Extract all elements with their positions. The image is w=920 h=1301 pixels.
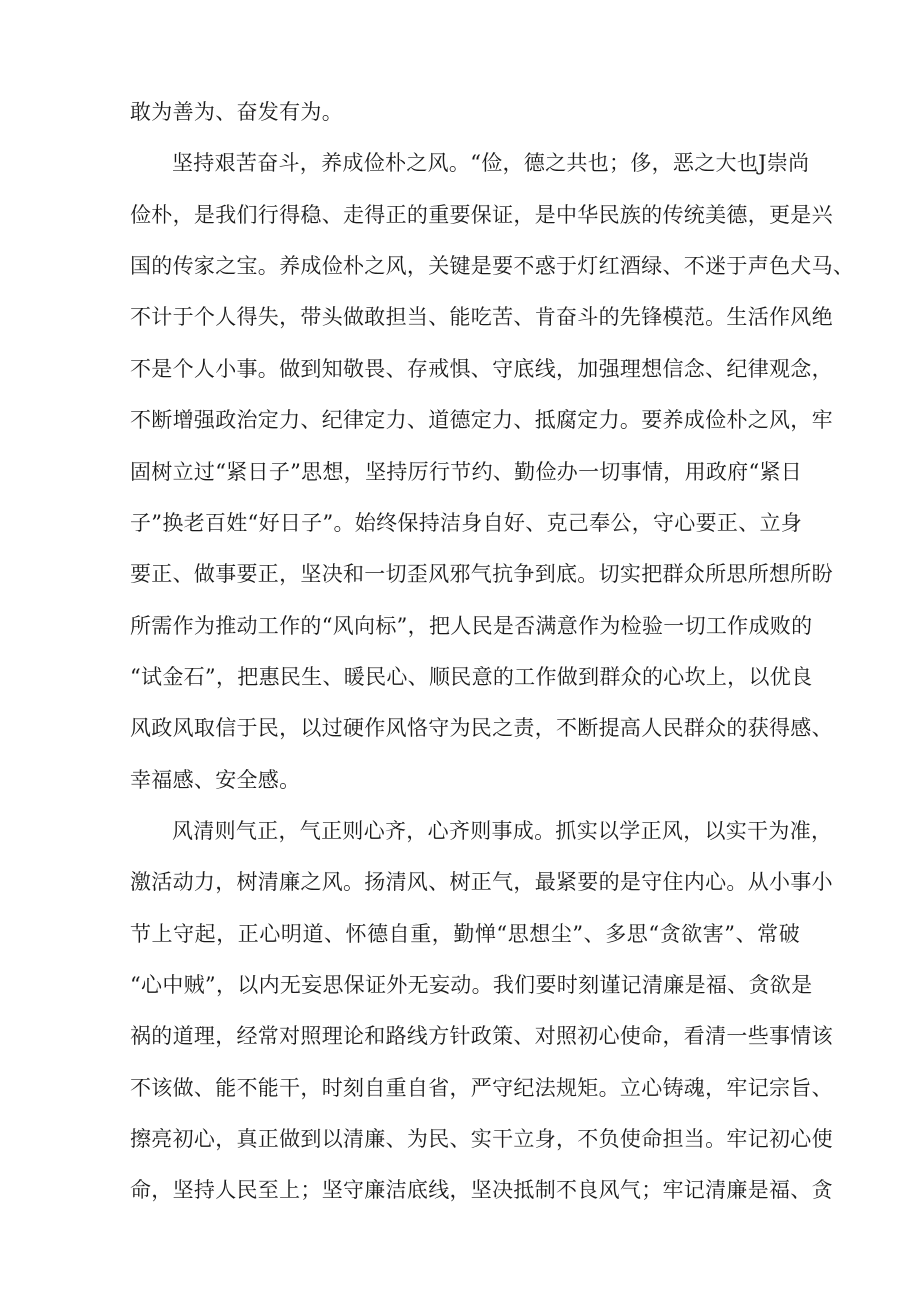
text-line: 擦亮初心，真正做到以清廉、为民、实干立身，不负使命担当。牢记初心使 [130,1127,833,1151]
text-line: 国的传家之宝。养成俭朴之风，关键是要不惑于灯红酒绿、不迷于声色犬马、 [130,254,855,278]
text-line: 激活动力，树清廉之风。扬清风、树正气，最紧要的是守住内心。从小事小 [130,870,833,894]
text-line: 幸福感、安全感。 [130,768,301,792]
text-line: “试金石”，把惠民生、暖民心、顺民意的工作做到群众的心坎上，以优良 [130,665,813,689]
text-line: 不是个人小事。做到知敬畏、存戒惧、守底线，加强理想信念、纪律观念， [130,357,833,381]
text-line: 固树立过“紧日子”思想，坚持厉行节约、勤俭办一切事情，用政府“紧日 [130,460,803,484]
text-line: 子”换老百姓“好日子”。始终保持洁身自好、克己奉公，守心要正、立身 [130,511,803,535]
text-line: 要正、做事要正，坚决和一切歪风邪气抗争到底。切实把群众所思所想所盼 [130,562,833,586]
text-line: 俭朴，是我们行得稳、走得正的重要保证，是中华民族的传统美德，更是兴 [130,203,833,227]
paragraph-start-line: 坚持艰苦奋斗，养成俭朴之风。“俭，德之共也；侈，恶之大也J崇尚 [172,151,810,175]
text-line: 不该做、能不能干，时刻自重自省，严守纪法规矩。立心铸魂，牢记宗旨、 [130,1076,833,1100]
text-line: 命，坚持人民至上；坚守廉洁底线，坚决抵制不良风气；牢记清廉是福、贪 [130,1178,833,1202]
text-line: 节上守起，正心明道、怀德自重，勤惮“思想尘”、多思“贪欲害”、常破 [130,922,800,946]
text-line: 敢为善为、奋发有为。 [130,100,343,124]
text-line: 风政风取信于民，以过硬作风恪守为民之责，不断提高人民群众的获得感、 [130,716,833,740]
paragraph-start-line: 风清则气正，气正则心齐，心齐则事成。抓实以学正风，以实干为准， [172,819,833,843]
text-line: 所需作为推动工作的“风向标”，把人民是否满意作为检验一切工作成败的 [130,614,813,638]
text-line: 不断增强政治定力、纪律定力、道德定力、抵腐定力。要养成俭朴之风，牢 [130,408,833,432]
text-line: “心中贼”，以内无妄思保证外无妄动。我们要时刻谨记清廉是福、贪欲是 [130,973,813,997]
text-line: 祸的道理，经常对照理论和路线方针政策、对照初心使命，看清一些事情该 [130,1024,833,1048]
text-line: 不计于个人得失，带头做敢担当、能吃苦、肯奋斗的先锋模范。生活作风绝 [130,305,833,329]
